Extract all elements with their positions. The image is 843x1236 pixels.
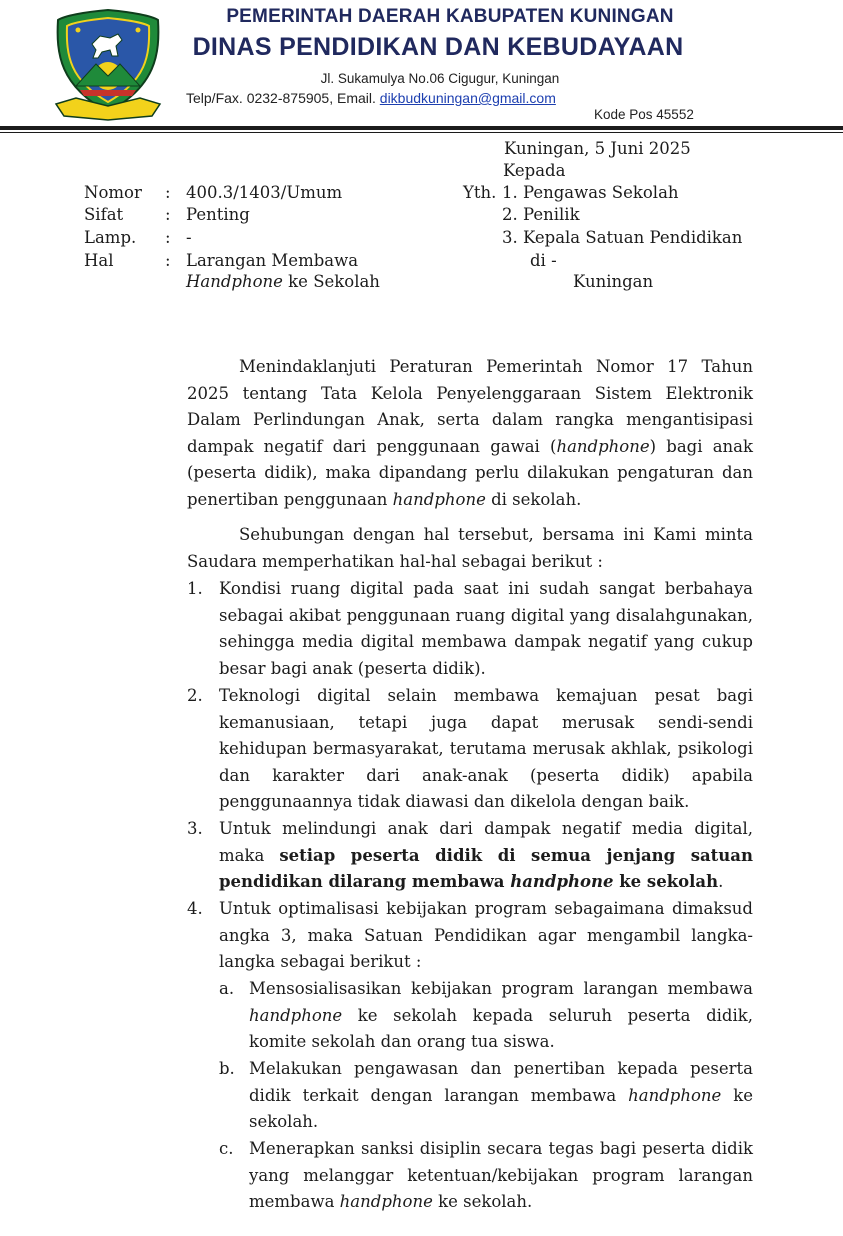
field-label-sifat: Sifat xyxy=(84,205,124,224)
place-date: Kuningan, 5 Juni 2025 xyxy=(504,139,691,158)
field-value-lamp: - xyxy=(186,228,192,247)
recipient-2: 2. Penilik xyxy=(502,205,580,224)
sublist-item-b xyxy=(249,1056,753,1136)
item3-bold-italic-handphone: handphone xyxy=(510,872,614,891)
list-number-2: 2. xyxy=(187,686,203,705)
item3-period: . xyxy=(718,872,724,891)
field-colon: : xyxy=(165,228,171,247)
suba-text-a: Mensosialisasikan kebijakan program larangan membawa xyxy=(249,979,753,998)
list-item-3 xyxy=(219,816,753,896)
field-value-sifat: Penting xyxy=(186,205,250,224)
hal-italic: Handphone xyxy=(186,272,283,291)
field-value-nomor: 400.3/1403/Umum xyxy=(186,183,343,202)
sublist-item-a xyxy=(249,976,753,1056)
field-value-hal-line2 xyxy=(186,271,380,293)
field-label-hal: Hal xyxy=(84,251,114,270)
letterhead-rule xyxy=(0,126,843,130)
sublist-letter-b: b. xyxy=(219,1059,235,1078)
list-item-1: Kondisi ruang digital pada saat ini sudah sangat berbahaya sebagai akibat penggunaan ruang digital yang disalahgunakan, sehingga media digital membawa dampak negatif yang cukup besar bagi anak (peserta didik). xyxy=(219,579,753,678)
contact-email-link[interactable]: dikbudkuningan@gmail.com xyxy=(379,90,556,106)
suba-italic-handphone: handphone xyxy=(249,1005,343,1025)
list-item-4: Untuk optimalisasi kebijakan program sebagaimana dimaksud angka 3, maka Satuan Pendidikan agar mengambil langka-langka sebagai berikut : xyxy=(219,899,753,971)
di-label: di - xyxy=(530,251,557,270)
subc-text-a: Menerapkan sanksi disiplin secara tegas bagi peserta didik yang melanggar ketentuan/kebijakan program larangan membawa xyxy=(249,1139,753,1211)
field-colon: : xyxy=(165,205,171,224)
contact-phone: Telp/Fax. 0232-875905, Email. xyxy=(186,90,380,106)
item3-text-a: Untuk melindungi anak dari dampak negatif media digital, maka xyxy=(219,819,753,865)
field-label-lamp: Lamp. xyxy=(84,228,137,247)
second-paragraph: Sehubungan dengan hal tersebut, bersama ini Kami minta Saudara memperhatikan hal-hal sebagai berikut : xyxy=(187,525,753,571)
item3-bold-prohibition xyxy=(219,846,753,892)
letterhead-rule-thin xyxy=(0,132,843,133)
subb-text-a: Melakukan pengawasan dan penertiban kepada peserta didik terkait dengan larangan membawa xyxy=(249,1059,753,1105)
list-item-2: Teknologi digital selain membawa kemajuan pesat bagi kemanusiaan, tetapi juga dapat merusak sendi-sendi kehidupan bermasyarakat, terutama merusak akhlak, psikologi dan karakter dari anak-anak (peserta didik) apabila penggunaannya tidak diawasi dan dikelola dengan baik. xyxy=(219,686,753,811)
kuningan-regency-emblem xyxy=(52,6,164,122)
para1-italic-handphone-2: handphone xyxy=(392,489,486,509)
postal-code: Kode Pos 45552 xyxy=(594,107,694,122)
agency-name: DINAS PENDIDIKAN DAN KEBUDAYAAN xyxy=(192,33,684,61)
para1-text-a: Menindaklanjuti Peraturan Pemerintah Nomor 17 Tahun 2025 tentang Tata Kelola Penyelenggaraan Sistem Elektronik Dalam Perlindungan Anak, serta dalam rangka mengantisipasi dampak negatif dari penggunaan gawai ( xyxy=(187,357,753,456)
field-label-nomor: Nomor xyxy=(84,183,142,202)
agency-address: Jl. Sukamulya No.06 Cigugur, Kuningan xyxy=(320,71,560,86)
recipient-3: 3. Kepala Satuan Pendidikan xyxy=(502,228,743,247)
field-value-hal: Larangan Membawa xyxy=(186,251,359,270)
hal-rest: ke Sekolah xyxy=(282,272,380,291)
field-colon: : xyxy=(165,251,171,270)
suba-text-c: ke sekolah kepada seluruh peserta didik, komite sekolah dan orang tua siswa. xyxy=(249,1005,753,1051)
para1-italic-handphone: handphone xyxy=(556,436,650,456)
government-name: PEMERINTAH DAERAH KABUPATEN KUNINGAN xyxy=(226,6,674,27)
para1-text-c: ) bagi anak (peserta didik), maka dipandang perlu dilakukan pengaturan dan penertiban penggunaan xyxy=(187,436,753,509)
yth-label: Yth. xyxy=(463,183,497,202)
subb-text-c: ke sekolah. xyxy=(249,1085,753,1131)
subc-italic-handphone: handphone xyxy=(339,1192,433,1211)
list-number-4: 4. xyxy=(187,899,203,918)
sublist-letter-c: c. xyxy=(219,1139,234,1158)
sublist-letter-a: a. xyxy=(219,979,235,998)
sublist-item-c xyxy=(249,1136,753,1216)
item3-bold-text: setiap peserta didik di semua jenjang satuan pendidikan dilarang membawa xyxy=(219,845,753,891)
subc-text-c: ke sekolah. xyxy=(432,1192,533,1211)
field-colon: : xyxy=(165,183,171,202)
item3-bold-tail: ke sekolah xyxy=(613,872,719,891)
opening-paragraph xyxy=(187,354,753,513)
subb-italic-handphone: handphone xyxy=(628,1085,722,1105)
recipient-city: Kuningan xyxy=(573,272,654,291)
kepada-label: Kepada xyxy=(503,161,566,180)
agency-contact xyxy=(186,90,556,106)
recipient-1: 1. Pengawas Sekolah xyxy=(502,183,679,202)
para1-text-e: di sekolah. xyxy=(485,489,582,509)
list-number-1: 1. xyxy=(187,579,203,598)
list-number-3: 3. xyxy=(187,819,203,838)
